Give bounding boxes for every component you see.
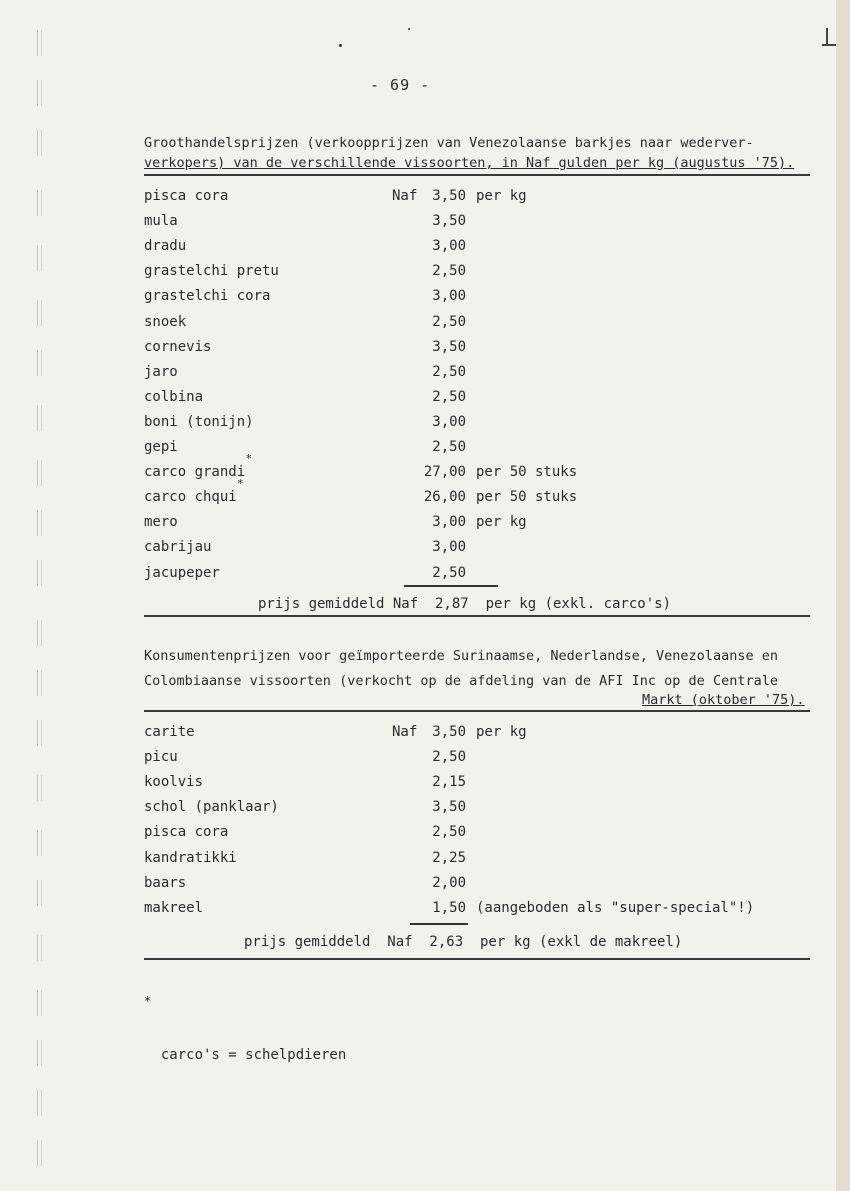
binder-hole-mark [37, 620, 42, 646]
price-value: 1,50 [432, 899, 466, 916]
section2-average: prijs gemiddeld Naf 2,63 per kg (exkl de makreel) [244, 934, 683, 950]
fish-name: mero [144, 514, 178, 531]
fish-name: makreel [144, 899, 204, 916]
table-row [0, 411, 850, 433]
price-unit: per kg [476, 188, 527, 204]
section2-heading-line2: Colombiaanse vissoorten (verkocht op de afdeling van de AFI Inc op de Centrale [144, 673, 778, 689]
binder-hole-mark [37, 670, 42, 696]
fish-name: jacupeper [144, 564, 220, 581]
fish-name: carco chqui [144, 489, 237, 506]
table-row [0, 311, 850, 333]
binder-hole-mark [37, 990, 42, 1016]
price-value: 2,50 [432, 388, 466, 405]
price-value: 2,50 [432, 564, 466, 581]
table-row [0, 821, 850, 843]
price-value: 2,50 [432, 313, 466, 330]
price-value: 3,00 [432, 413, 466, 430]
corner-mark-base [822, 44, 836, 46]
price-value: 3,00 [432, 238, 466, 255]
binder-hole-mark [37, 1090, 42, 1116]
table-row [0, 235, 850, 257]
table-row [0, 721, 850, 743]
currency-label: Naf [392, 724, 418, 740]
fish-name: cornevis [144, 338, 212, 355]
page-number: - 69 - [370, 76, 431, 94]
table-row [0, 796, 850, 818]
section2-sum-line [410, 923, 468, 925]
footnote-asterisk: * [144, 994, 152, 1008]
price-unit: per kg [476, 514, 527, 531]
section1-heading-rule [144, 174, 810, 176]
binder-hole-mark [37, 30, 42, 56]
price-value: 3,50 [432, 724, 466, 740]
fish-name: schol (panklaar) [144, 799, 279, 816]
fish-name: pisca cora [144, 188, 229, 204]
table-row [0, 386, 850, 408]
section2-end-rule [144, 958, 810, 960]
price-unit: per 50 stuks [476, 489, 578, 506]
section2-heading-line1: Konsumentenprijzen voor geïmporteerde Surinaamse, Nederlandse, Venezolaanse en [144, 648, 778, 664]
fish-name: baars [144, 874, 187, 891]
section1-heading-line2: verkopers) van de verschillende vissoorten, in Naf gulden per kg (augustus '75). [144, 155, 795, 171]
fish-name: snoek [144, 313, 187, 330]
binder-hole-mark [37, 80, 42, 106]
section1-average: prijs gemiddeld Naf 2,87 per kg (exkl. carco's) [258, 596, 672, 612]
table-row [0, 486, 850, 508]
table-row [0, 847, 850, 869]
table-row [0, 897, 850, 919]
fish-name: boni (tonijn) [144, 413, 254, 430]
price-unit: per kg [476, 724, 527, 740]
fish-name: carco grandi [144, 464, 246, 481]
table-row [0, 260, 850, 282]
price-value: 2,50 [432, 439, 466, 455]
fish-name: colbina [144, 388, 204, 405]
price-value: 2,50 [432, 749, 466, 766]
price-value: 3,50 [432, 188, 466, 204]
price-value: 2,50 [432, 263, 466, 280]
table-row [0, 436, 850, 458]
price-value: 2,50 [432, 363, 466, 380]
section2-heading-line3: Markt (oktober '75). [642, 692, 805, 708]
table-row [0, 361, 850, 383]
section2-heading-rule [144, 710, 810, 712]
price-value: 3,50 [432, 338, 466, 355]
table-row [0, 210, 850, 232]
section1-heading-line1: Groothandelsprijzen (verkoopprijzen van Venezolaanse barkjes naar wederver- [144, 135, 754, 151]
price-unit: per 50 stuks [476, 464, 578, 481]
price-value: 3,50 [432, 213, 466, 230]
fish-name: pisca cora [144, 824, 229, 841]
footnote-text: carco's = schelpdieren [160, 1047, 347, 1063]
price-value: 2,25 [432, 849, 466, 866]
binder-hole-mark [37, 130, 42, 156]
price-value: 3,00 [432, 539, 466, 556]
fish-name: grastelchi pretu [144, 263, 279, 280]
ink-speck [339, 44, 342, 47]
price-value: 3,50 [432, 799, 466, 816]
price-value: 3,00 [432, 288, 466, 305]
price-value: 2,00 [432, 874, 466, 891]
price-value: 2,15 [432, 774, 466, 791]
binder-hole-mark [37, 1040, 42, 1066]
fish-name: gepi [144, 439, 178, 455]
price-value: 2,50 [432, 824, 466, 841]
table-row [0, 771, 850, 793]
binder-hole-mark [37, 935, 42, 961]
fish-name: picu [144, 749, 178, 766]
ink-speck [408, 28, 410, 30]
price-value: 3,00 [432, 514, 466, 531]
fish-name: koolvis [144, 774, 204, 791]
page-edge [836, 0, 850, 1191]
price-value: 26,00 [423, 489, 466, 506]
fish-name: dradu [144, 238, 187, 255]
price-value: 27,00 [423, 464, 466, 481]
fish-name: kandratikki [144, 849, 237, 866]
fish-name: grastelchi cora [144, 288, 271, 305]
table-row [0, 562, 850, 584]
fish-name: jaro [144, 363, 178, 380]
section1-sum-line [404, 585, 498, 587]
currency-label: Naf [392, 188, 418, 204]
table-row [0, 511, 850, 533]
table-row [0, 185, 850, 207]
table-row [0, 746, 850, 768]
binder-hole-mark [37, 1140, 42, 1166]
footnote [144, 994, 347, 1066]
section1-end-rule [144, 615, 810, 617]
fish-name: cabrijau [144, 539, 212, 556]
price-unit: (aangeboden als "super-special"!) [476, 899, 755, 916]
fish-name: mula [144, 213, 178, 230]
table-row [0, 536, 850, 558]
table-row [0, 461, 850, 483]
table-row [0, 872, 850, 894]
table-row [0, 336, 850, 358]
table-row [0, 285, 850, 307]
fish-name: carite [144, 724, 195, 740]
